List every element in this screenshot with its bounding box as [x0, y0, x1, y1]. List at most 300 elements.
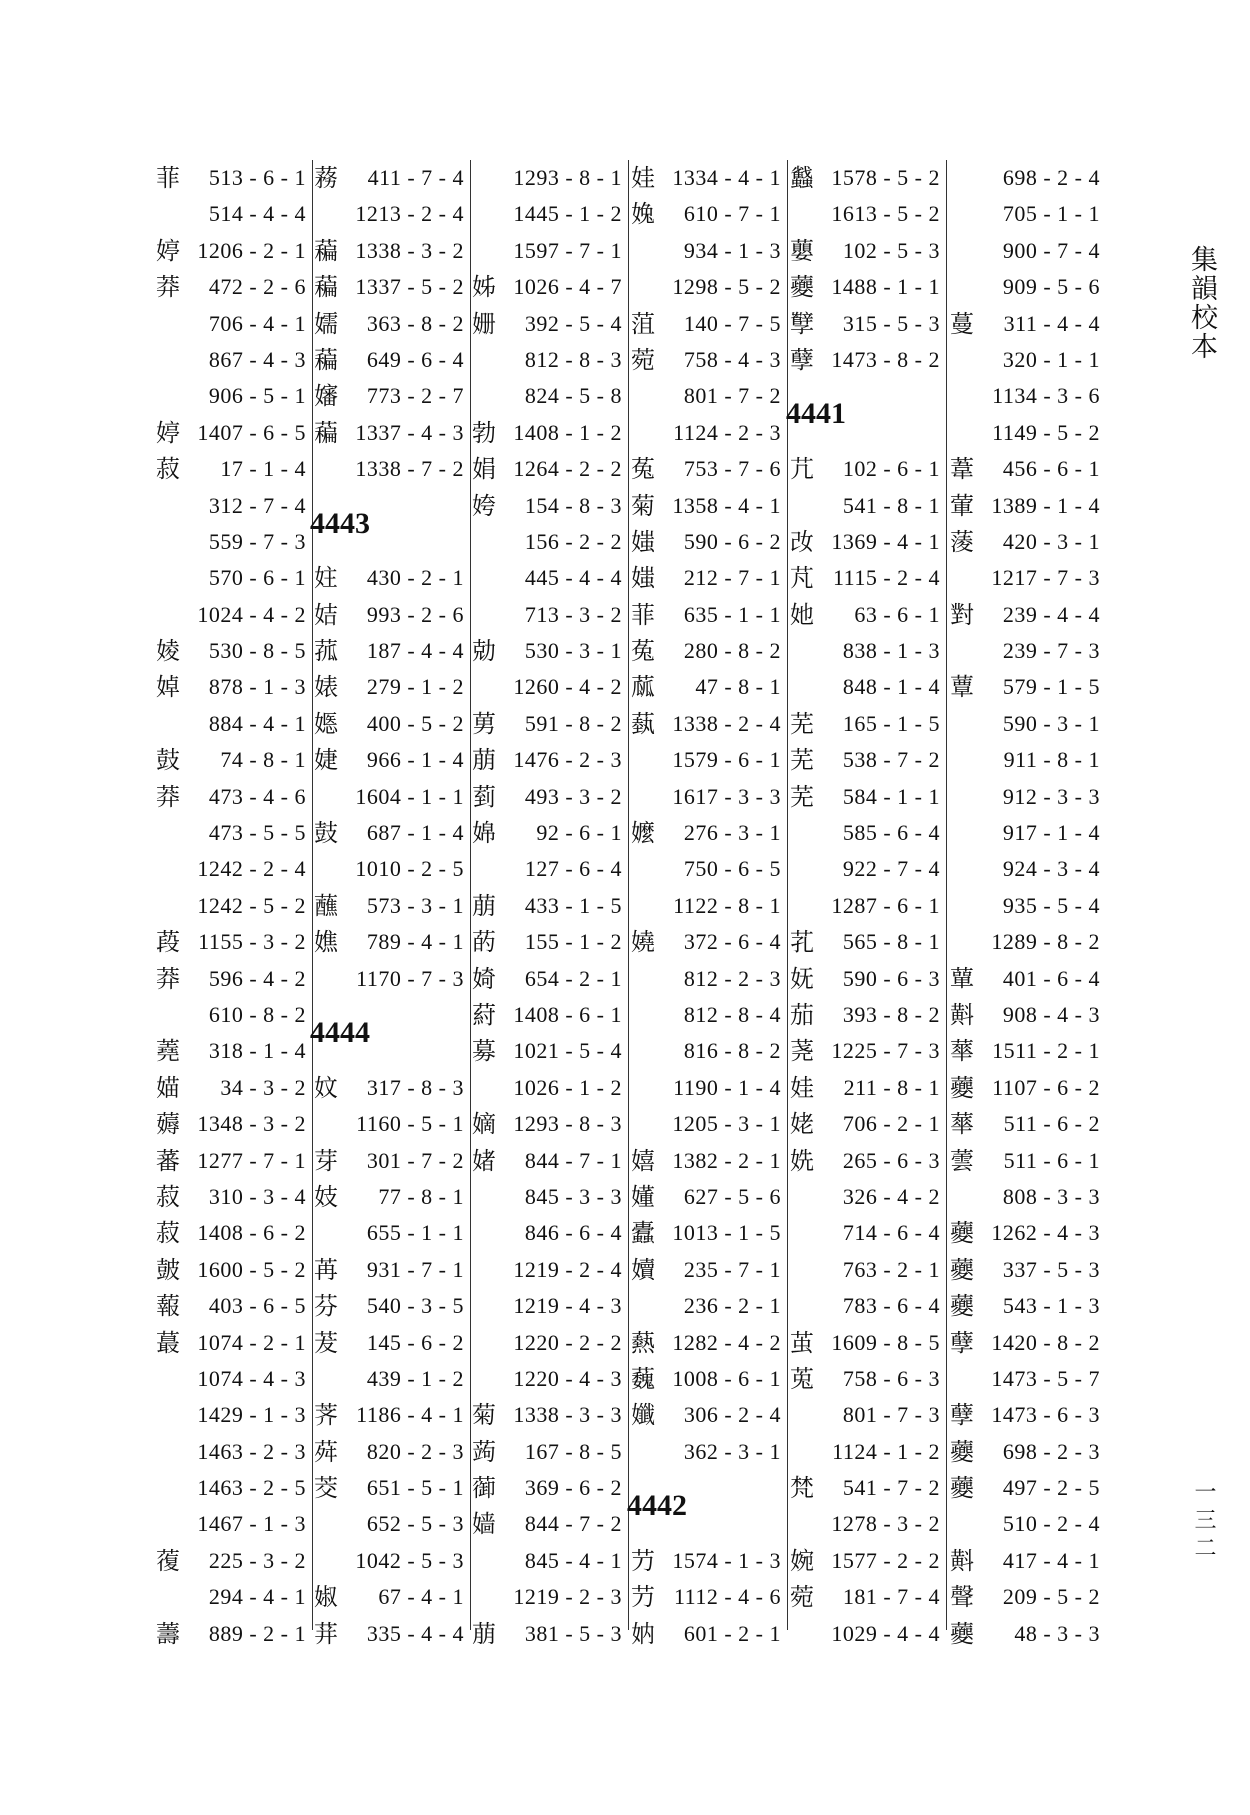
entry-reference: 1220 - 4 - 3	[513, 1365, 622, 1391]
index-entry	[627, 779, 785, 815]
entry-character: 蓺	[631, 709, 655, 738]
index-column	[468, 160, 626, 1652]
entry-reference: 92 - 6 - 1	[536, 820, 622, 846]
entry-character: 莽	[156, 782, 180, 811]
entry-character: 茄	[790, 1001, 814, 1029]
entry-reference: 362 - 3 - 1	[683, 1438, 781, 1464]
index-entry	[468, 160, 626, 196]
entry-character: 菽	[156, 1182, 180, 1211]
entry-character: 蘷	[950, 1219, 974, 1248]
entry-character: 鼓	[314, 819, 338, 848]
entry-reference: 1260 - 4 - 2	[513, 674, 622, 700]
index-entry	[152, 1033, 310, 1069]
entry-reference: 559 - 7 - 3	[208, 528, 306, 554]
entry-reference: 714 - 6 - 4	[842, 1220, 940, 1246]
entry-reference: 400 - 5 - 2	[366, 710, 464, 736]
index-entry	[627, 924, 785, 960]
entry-character: 茧	[790, 1328, 814, 1357]
index-entry	[627, 1143, 785, 1179]
index-entry	[627, 1252, 785, 1288]
entry-reference: 1217 - 7 - 3	[991, 565, 1100, 591]
entry-reference: 585 - 6 - 4	[842, 820, 940, 846]
index-entry	[152, 378, 310, 414]
entry-character: 妀	[790, 527, 814, 556]
entry-reference: 698 - 2 - 4	[1002, 165, 1100, 190]
entry-character: 菿	[472, 782, 496, 811]
index-entry	[946, 888, 1104, 924]
entry-reference: 1408 - 6 - 1	[513, 1001, 622, 1027]
entry-reference: 276 - 3 - 1	[683, 820, 781, 846]
index-entry	[627, 233, 785, 269]
entry-reference: 627 - 5 - 6	[683, 1183, 781, 1209]
entry-reference: 812 - 2 - 3	[683, 965, 781, 991]
entry-reference: 1124 - 1 - 2	[832, 1438, 940, 1464]
entry-reference: 538 - 7 - 2	[842, 747, 940, 773]
entry-character: 蘷	[950, 1255, 974, 1284]
entry-reference: 140 - 7 - 5	[683, 310, 781, 336]
index-entry	[786, 815, 944, 851]
entry-reference: 1170 - 7 - 3	[356, 965, 464, 991]
entry-reference: 381 - 5 - 3	[524, 1620, 622, 1646]
entry-reference: 1604 - 1 - 1	[355, 783, 464, 809]
section-heading	[786, 378, 944, 451]
index-entry	[786, 633, 944, 669]
entry-character: 爇	[631, 1328, 655, 1357]
index-entry	[627, 851, 785, 887]
entry-reference: 1122 - 8 - 1	[673, 892, 781, 918]
index-entry	[946, 1033, 1104, 1069]
entry-reference: 337 - 5 - 3	[1002, 1256, 1100, 1282]
section-heading	[310, 997, 468, 1070]
entry-character: 芁	[790, 455, 814, 484]
index-entry	[468, 1325, 626, 1361]
entry-character: 嬻	[631, 1255, 655, 1284]
index-entry	[786, 160, 944, 196]
entry-reference: 369 - 6 - 2	[524, 1475, 622, 1501]
entry-reference: 211 - 8 - 1	[843, 1074, 940, 1100]
index-entry	[310, 1543, 468, 1579]
index-entry	[946, 451, 1104, 487]
index-entry	[946, 1470, 1104, 1506]
entry-reference: 1408 - 6 - 2	[197, 1220, 306, 1246]
entry-character: 鼓	[156, 746, 180, 775]
index-entry	[310, 1325, 468, 1361]
entry-character: 菟	[631, 455, 655, 484]
entry-reference: 1026 - 4 - 7	[513, 274, 622, 300]
entry-reference: 906 - 5 - 1	[208, 383, 306, 409]
index-entry	[627, 961, 785, 997]
entry-reference: 47 - 8 - 1	[695, 674, 781, 700]
index-entry	[152, 1106, 310, 1142]
entry-character: 蘷	[950, 1474, 974, 1503]
entry-character: 婌	[314, 1583, 338, 1612]
index-entry	[627, 560, 785, 596]
entry-reference: 1369 - 4 - 1	[831, 528, 940, 554]
entry-character: 孽	[950, 1328, 974, 1357]
index-entry	[468, 1397, 626, 1433]
index-entry	[468, 997, 626, 1033]
index-entry	[468, 1252, 626, 1288]
entry-character: 苒	[314, 1255, 338, 1284]
entry-reference: 1124 - 2 - 3	[673, 419, 781, 445]
entry-reference: 808 - 3 - 3	[1002, 1183, 1100, 1209]
index-entry	[946, 269, 1104, 305]
entry-reference: 1597 - 7 - 1	[513, 237, 622, 263]
entry-character: 妩	[790, 964, 814, 993]
entry-character: 蘷	[950, 1619, 974, 1648]
index-entry	[627, 1215, 785, 1251]
index-entry	[627, 306, 785, 342]
index-entry	[310, 1579, 468, 1615]
entry-reference: 758 - 4 - 3	[683, 346, 781, 372]
index-entry	[946, 560, 1104, 596]
entry-reference: 1074 - 2 - 1	[197, 1329, 306, 1355]
index-entry	[468, 669, 626, 705]
entry-character: 茇	[314, 1328, 338, 1357]
entry-reference: 1112 - 4 - 6	[673, 1584, 781, 1610]
index-entry	[152, 815, 310, 851]
entry-reference: 392 - 5 - 4	[524, 310, 622, 336]
index-entry	[946, 633, 1104, 669]
index-entry	[152, 306, 310, 342]
index-entry	[468, 815, 626, 851]
index-entry	[152, 924, 310, 960]
entry-reference: 1277 - 7 - 1	[197, 1147, 306, 1173]
entry-reference: 294 - 4 - 1	[208, 1584, 306, 1610]
entry-reference: 1026 - 1 - 2	[513, 1074, 622, 1100]
entry-character: 蕔	[156, 1292, 180, 1321]
entry-character: 萠	[472, 746, 496, 775]
entry-character: 芀	[631, 1583, 655, 1612]
index-entry	[468, 1288, 626, 1324]
entry-character: 媸	[631, 527, 655, 556]
index-entry	[152, 196, 310, 232]
index-entry	[786, 1106, 944, 1142]
index-entry	[152, 1470, 310, 1506]
entry-reference: 1010 - 2 - 5	[355, 856, 464, 882]
index-entry	[946, 1215, 1104, 1251]
index-entry	[627, 742, 785, 778]
entry-reference: 1219 - 2 - 4	[513, 1256, 622, 1282]
entry-reference: 393 - 8 - 2	[842, 1002, 940, 1027]
index-column	[310, 160, 468, 1652]
index-entry	[152, 1579, 310, 1615]
entry-reference: 649 - 6 - 4	[366, 346, 464, 372]
entry-reference: 1613 - 5 - 2	[831, 201, 940, 227]
entry-character: 莵	[790, 1364, 814, 1393]
entry-character: 娃	[631, 164, 655, 192]
entry-reference: 1219 - 4 - 3	[513, 1293, 622, 1319]
index-entry	[468, 888, 626, 924]
entry-reference: 326 - 4 - 2	[842, 1183, 940, 1209]
index-entry	[946, 669, 1104, 705]
index-entry	[152, 1434, 310, 1470]
entry-character: 蘷	[790, 273, 814, 302]
index-entry	[946, 415, 1104, 451]
section-code: 4442	[627, 1489, 687, 1523]
index-entry	[310, 1106, 468, 1142]
index-entry	[468, 924, 626, 960]
entry-character: 勃	[472, 418, 496, 447]
entry-reference: 1445 - 1 - 2	[513, 201, 622, 227]
entry-reference: 317 - 8 - 3	[366, 1074, 464, 1100]
entry-reference: 1042 - 5 - 3	[355, 1547, 464, 1573]
entry-reference: 1287 - 6 - 1	[831, 892, 940, 918]
entry-reference: 513 - 6 - 1	[208, 165, 306, 190]
index-entry	[468, 560, 626, 596]
index-entry	[152, 1179, 310, 1215]
entry-character: 菂	[472, 928, 496, 957]
entry-reference: 909 - 5 - 6	[1002, 274, 1100, 300]
entry-character: 菀	[790, 1583, 814, 1612]
index-entry	[946, 1579, 1104, 1615]
entry-character: 蘷	[950, 1073, 974, 1102]
page-number: 一三二	[1191, 1480, 1216, 1564]
entry-reference: 889 - 2 - 1	[208, 1620, 306, 1646]
entry-reference: 417 - 4 - 1	[1002, 1547, 1100, 1573]
index-entry	[152, 233, 310, 269]
entry-reference: 867 - 4 - 3	[208, 346, 306, 372]
entry-reference: 1205 - 3 - 1	[672, 1111, 781, 1137]
entry-character: 茭	[314, 1474, 338, 1503]
index-entry	[946, 488, 1104, 524]
entry-reference: 1476 - 2 - 3	[513, 747, 622, 773]
entry-reference: 1213 - 2 - 4	[355, 201, 464, 227]
entry-reference: 320 - 1 - 1	[1002, 346, 1100, 372]
index-entry	[627, 888, 785, 924]
entry-reference: 1115 - 2 - 4	[832, 565, 940, 591]
entry-reference: 1008 - 6 - 1	[672, 1365, 781, 1391]
index-entry	[786, 1325, 944, 1361]
entry-character: 妏	[314, 1073, 338, 1102]
index-entry	[786, 1143, 944, 1179]
index-entry	[152, 1361, 310, 1397]
entry-character: 莽	[156, 273, 180, 302]
index-entry	[627, 342, 785, 378]
entry-reference: 1473 - 6 - 3	[991, 1402, 1100, 1428]
index-entry	[468, 1361, 626, 1397]
index-entry	[310, 888, 468, 924]
entry-character: 媌	[156, 1073, 180, 1102]
index-entry	[310, 961, 468, 997]
index-entry	[310, 269, 468, 305]
index-entry	[946, 1434, 1104, 1470]
index-entry	[468, 961, 626, 997]
entry-character: 嫕	[314, 709, 338, 738]
entry-reference: 456 - 6 - 1	[1002, 456, 1100, 482]
entry-reference: 236 - 2 - 1	[683, 1293, 781, 1319]
entry-character: 芽	[314, 1146, 338, 1175]
index-entry	[946, 1252, 1104, 1288]
entry-character: 薵	[156, 1619, 180, 1648]
entry-reference: 1574 - 1 - 3	[672, 1547, 781, 1573]
entry-reference: 77 - 8 - 1	[378, 1183, 464, 1209]
entry-character: 芀	[631, 1546, 655, 1575]
index-entry	[468, 233, 626, 269]
index-column	[786, 160, 944, 1652]
entry-reference: 1408 - 1 - 2	[513, 419, 622, 445]
entry-reference: 705 - 1 - 1	[1002, 201, 1100, 227]
entry-reference: 1337 - 4 - 3	[355, 419, 464, 445]
entry-reference: 541 - 8 - 1	[842, 492, 940, 518]
entry-reference: 1029 - 4 - 4	[831, 1620, 940, 1646]
entry-reference: 1293 - 8 - 3	[513, 1111, 622, 1137]
index-entry	[310, 1070, 468, 1106]
entry-reference: 1382 - 2 - 1	[672, 1147, 781, 1173]
entry-character: 婥	[156, 673, 180, 702]
entry-character: 蓹	[472, 1474, 496, 1503]
entry-character: 芃	[790, 564, 814, 593]
index-entry	[627, 1070, 785, 1106]
index-entry	[627, 997, 785, 1033]
index-entry	[152, 451, 310, 487]
entry-reference: 1264 - 2 - 2	[513, 456, 622, 482]
entry-reference: 1609 - 8 - 5	[831, 1329, 940, 1355]
index-entry	[627, 1434, 785, 1470]
index-column	[627, 160, 785, 1652]
entry-character: 婍	[472, 964, 496, 993]
entry-character: 嬉	[631, 1146, 655, 1175]
index-entry	[786, 924, 944, 960]
entry-character: 菀	[631, 345, 655, 374]
index-entry	[152, 415, 310, 451]
index-entry	[786, 488, 944, 524]
index-entry	[152, 706, 310, 742]
entry-character: 姞	[314, 600, 338, 629]
entry-reference: 1488 - 1 - 1	[831, 274, 940, 300]
entry-character: 蕇	[950, 964, 974, 993]
index-entry	[152, 1325, 310, 1361]
index-entry	[468, 633, 626, 669]
index-entry	[786, 560, 944, 596]
entry-character: 孽	[950, 1401, 974, 1430]
index-entry	[152, 742, 310, 778]
entry-reference: 1107 - 6 - 2	[992, 1074, 1100, 1100]
index-entry	[152, 269, 310, 305]
index-entry	[310, 1361, 468, 1397]
index-entry	[786, 451, 944, 487]
entry-character: 聲	[950, 1583, 974, 1612]
entry-reference: 1242 - 2 - 4	[197, 856, 306, 882]
index-entry	[627, 378, 785, 414]
index-entry	[152, 888, 310, 924]
entry-reference: 750 - 6 - 5	[683, 856, 781, 882]
index-entry	[627, 633, 785, 669]
entry-reference: 1358 - 4 - 1	[672, 492, 781, 518]
entry-reference: 280 - 8 - 2	[683, 638, 781, 664]
entry-reference: 1289 - 8 - 2	[991, 929, 1100, 955]
entry-character: 荈	[314, 1437, 338, 1466]
index-entry	[627, 706, 785, 742]
entry-reference: 473 - 5 - 5	[208, 820, 306, 846]
entry-reference: 773 - 2 - 7	[366, 383, 464, 409]
entry-reference: 497 - 2 - 5	[1002, 1475, 1100, 1501]
index-entry	[152, 560, 310, 596]
index-entry	[786, 1397, 944, 1433]
entry-reference: 848 - 1 - 4	[842, 674, 940, 700]
entry-character: 藊	[314, 418, 338, 447]
index-entry	[946, 706, 1104, 742]
entry-character: 芜	[790, 709, 814, 738]
entry-reference: 1298 - 5 - 2	[672, 274, 781, 300]
index-entry	[946, 1616, 1104, 1652]
entry-character: 孅	[631, 1401, 655, 1430]
section-code: 4444	[310, 1016, 370, 1049]
entry-reference: 102 - 6 - 1	[842, 456, 940, 482]
entry-reference: 279 - 1 - 2	[366, 674, 464, 700]
entry-character: 蕘	[156, 1037, 180, 1066]
section-code: 4443	[310, 506, 370, 540]
section-heading	[627, 1470, 785, 1543]
index-entry	[310, 560, 468, 596]
entry-reference: 48 - 3 - 3	[1014, 1620, 1100, 1646]
entry-reference: 1186 - 4 - 1	[356, 1402, 464, 1428]
index-entry	[468, 706, 626, 742]
index-entry	[468, 524, 626, 560]
index-entry	[152, 1143, 310, 1179]
entry-character: 梵	[790, 1474, 814, 1503]
entry-character: 莮	[472, 709, 496, 738]
index-entry	[310, 815, 468, 851]
entry-reference: 540 - 3 - 5	[366, 1293, 464, 1319]
entry-reference: 651 - 5 - 1	[366, 1475, 464, 1501]
entry-reference: 812 - 8 - 4	[683, 1001, 781, 1027]
entry-character: 蕈	[950, 673, 974, 702]
section-heading	[310, 488, 468, 561]
entry-reference: 312 - 7 - 4	[208, 492, 306, 518]
entry-reference: 1134 - 3 - 6	[992, 383, 1100, 409]
entry-character: 芤	[790, 928, 814, 957]
index-entry	[468, 415, 626, 451]
entry-character: 婷	[156, 418, 180, 447]
entry-reference: 1463 - 2 - 5	[197, 1475, 306, 1501]
entry-reference: 758 - 6 - 3	[842, 1365, 940, 1391]
entry-reference: 493 - 3 - 2	[524, 783, 622, 809]
index-entry	[152, 524, 310, 560]
entry-character: 嬈	[631, 928, 655, 957]
entry-reference: 1278 - 3 - 2	[831, 1511, 940, 1537]
entry-reference: 127 - 6 - 4	[524, 856, 622, 882]
index-entry	[310, 1434, 468, 1470]
index-entry	[946, 1325, 1104, 1361]
index-entry	[310, 451, 468, 487]
index-entry	[946, 1070, 1104, 1106]
section-code: 4441	[786, 397, 846, 431]
index-entry	[627, 1325, 785, 1361]
entry-character: 她	[790, 600, 814, 629]
entry-character: 葤	[472, 1000, 496, 1029]
entry-character: 菰	[314, 637, 338, 666]
entry-reference: 411 - 7 - 4	[367, 165, 464, 190]
entry-reference: 1024 - 4 - 2	[197, 601, 306, 627]
entry-reference: 1282 - 4 - 2	[672, 1329, 781, 1355]
index-entry	[310, 851, 468, 887]
index-entry	[627, 1397, 785, 1433]
entry-reference: 820 - 2 - 3	[366, 1438, 464, 1464]
side-title: 集韻校本	[1186, 245, 1217, 361]
index-entry	[627, 1106, 785, 1142]
entry-reference: 1407 - 6 - 5	[197, 419, 306, 445]
index-entry	[786, 706, 944, 742]
entry-reference: 1262 - 4 - 3	[991, 1220, 1100, 1246]
entry-character: 蕞	[156, 1328, 180, 1357]
index-entry	[786, 524, 944, 560]
entry-character: 孽	[790, 345, 814, 374]
index-entry	[152, 851, 310, 887]
index-entry	[786, 597, 944, 633]
entry-reference: 570 - 6 - 1	[208, 565, 306, 591]
entry-reference: 1013 - 1 - 5	[672, 1220, 781, 1246]
